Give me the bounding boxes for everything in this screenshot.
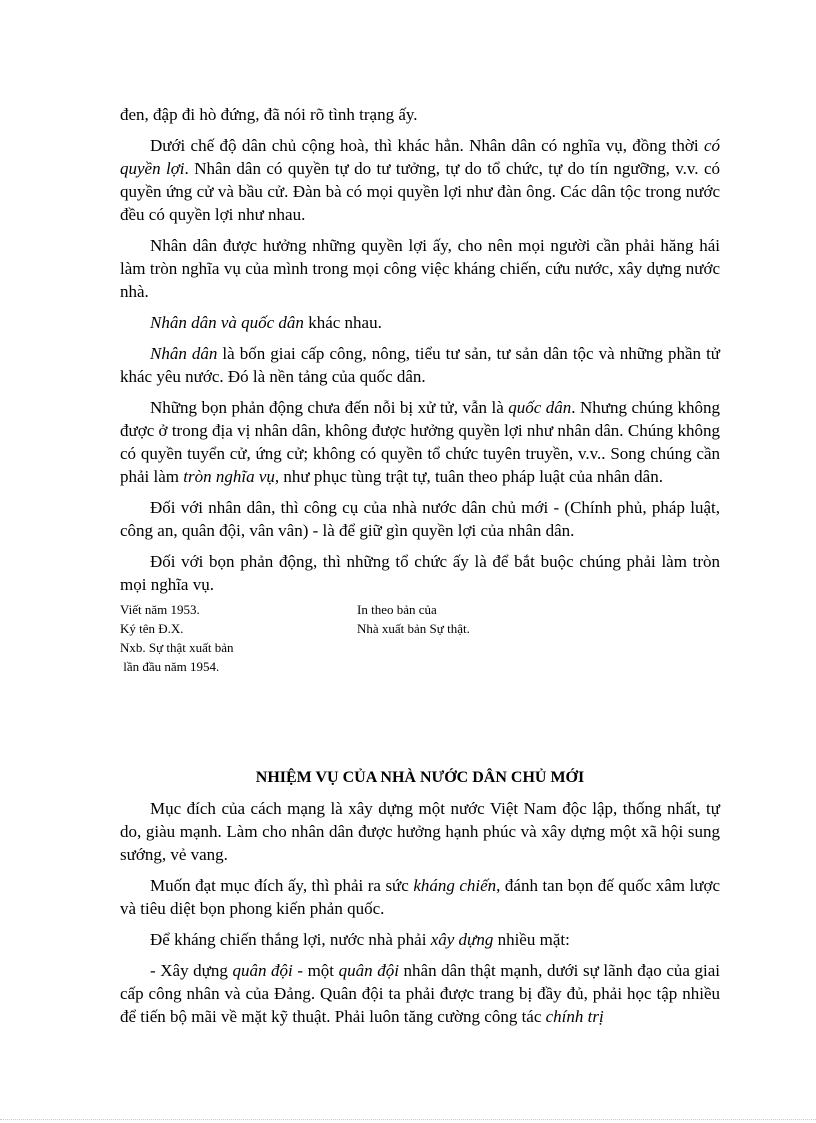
section-text-block bbox=[120, 797, 720, 1036]
paragraph bbox=[120, 550, 720, 596]
paragraph-text: Mục đích của cách mạng là xây dựng một nước Việt Nam độc lập, thống nhất, tự do, giàu mạnh. Làm cho nhân dân được hưởng hạnh phúc và xây dựng một xã hội sung sướng, vẻ vang. bbox=[120, 799, 720, 864]
paragraph bbox=[120, 396, 720, 488]
source-note-left bbox=[120, 600, 350, 676]
source-note-right bbox=[357, 600, 597, 638]
paragraph-text: Những bọn phản động chưa đến nỗi bị xử tử, vẫn là bbox=[150, 398, 509, 417]
emphasis-text: kháng chiến bbox=[413, 876, 497, 895]
note-line: In theo bản của bbox=[357, 602, 437, 617]
paragraph bbox=[120, 311, 720, 334]
paragraph bbox=[120, 134, 720, 226]
paragraph-text: Muốn đạt mục đích ấy, thì phải ra sức bbox=[150, 876, 414, 895]
emphasis-text: quân đội bbox=[232, 961, 293, 980]
note-line: Ký tên Đ.X. bbox=[120, 621, 184, 636]
paragraph bbox=[120, 874, 720, 920]
emphasis-text: tròn nghĩa vụ, bbox=[183, 467, 280, 486]
paragraph-text: Đối với bọn phản động, thì những tổ chức ấy là để bắt buộc chúng phải làm tròn mọi nghĩa vụ. bbox=[120, 552, 720, 594]
paragraph-text: Dưới chế độ dân chủ cộng hoà, thì khác hẳn. Nhân dân có nghĩa vụ, đồng thời bbox=[150, 136, 704, 155]
paragraph-text: Để kháng chiến thắng lợi, nước nhà phải bbox=[150, 930, 431, 949]
paragraph bbox=[120, 103, 720, 126]
paragraph-text: nhân dân thật mạnh, dưới sự lãnh đạo của giai cấp công nhân và của Đảng. Quân đội ta phải được trang bị đầy đủ, phải học tập nhiều để tiến bộ mãi về mặt kỹ thuật. Phải luôn tăng cường công tác bbox=[120, 961, 720, 1026]
note-line: lần đầu năm 1954. bbox=[120, 659, 220, 674]
emphasis-text: có quyền lợi bbox=[120, 136, 720, 178]
paragraph-text: là bốn giai cấp công, nông, tiểu tư sản, tư sản dân tộc và những phần tử khác yêu nước. Đó là nền tảng của quốc dân. bbox=[120, 344, 721, 386]
paragraph-text: - một bbox=[292, 961, 339, 980]
paragraph-text: như phục tùng trật tự, tuân theo pháp luật của nhân dân. bbox=[279, 467, 663, 486]
emphasis-text: Nhân dân bbox=[150, 344, 218, 363]
paragraph bbox=[120, 496, 720, 542]
top-text-block bbox=[120, 103, 720, 604]
paragraph-text: . Nhưng chúng không được ở trong địa vị nhân dân, không được hưởng quyền lợi như nhân dân. Chúng không có quyền tuyển cử, ứng cử; không có quyền tổ chức tuyên truyền, v.v.. Song chúng cần phải làm bbox=[120, 398, 720, 486]
paragraph bbox=[120, 234, 720, 303]
paragraph-text: đen, đập đi hò đứng, đã nói rõ tình trạng ấy. bbox=[120, 105, 418, 124]
paragraph-text: Đối với nhân dân, thì công cụ của nhà nước dân chủ mới - (Chính phủ, pháp luật, công an, quân đội, vân vân) - là để giữ gìn quyền lợi của nhân dân. bbox=[120, 498, 720, 540]
emphasis-text: quân đội bbox=[338, 961, 399, 980]
paragraph bbox=[120, 928, 720, 951]
emphasis-text: quốc dân bbox=[508, 398, 572, 417]
emphasis-text: Nhân dân và quốc dân bbox=[150, 313, 304, 332]
paragraph-text: - Xây dựng bbox=[150, 961, 233, 980]
paragraph bbox=[120, 959, 720, 1028]
section-title: NHIỆM VỤ CỦA NHÀ NƯỚC DÂN CHỦ MỚI bbox=[255, 769, 585, 786]
emphasis-text: chính trị bbox=[545, 1007, 604, 1026]
note-line: Nxb. Sự thật xuất bản bbox=[120, 640, 234, 655]
paragraph-text: , đánh tan bọn đế quốc xâm lược và tiêu diệt bọn phong kiến phản quốc. bbox=[120, 876, 720, 918]
page-bottom-rule bbox=[0, 1119, 816, 1120]
note-line: Viết năm 1953. bbox=[120, 602, 200, 617]
paragraph bbox=[120, 797, 720, 866]
paragraph-text: . Nhân dân có quyền tự do tư tưởng, tự do tổ chức, tự do tín ngưỡng, v.v. có quyền ứng cử và bầu cử. Đàn bà có mọi quyền lợi như đàn ông. Các dân tộc trong nước đều có quyền lợi như nhau. bbox=[120, 159, 720, 224]
emphasis-text: xây dựng bbox=[430, 930, 494, 949]
paragraph bbox=[120, 342, 720, 388]
paragraph-text: nhiều mặt: bbox=[493, 930, 570, 949]
paragraph-text: khác nhau. bbox=[303, 313, 382, 332]
note-line: Nhà xuất bản Sự thật. bbox=[357, 621, 470, 636]
paragraph-text: Nhân dân được hưởng những quyền lợi ấy, cho nên mọi người cần phải hăng hái làm tròn nghĩa vụ của mình trong mọi công việc kháng chiến, cứu nước, xây dựng nước nhà. bbox=[120, 236, 720, 301]
